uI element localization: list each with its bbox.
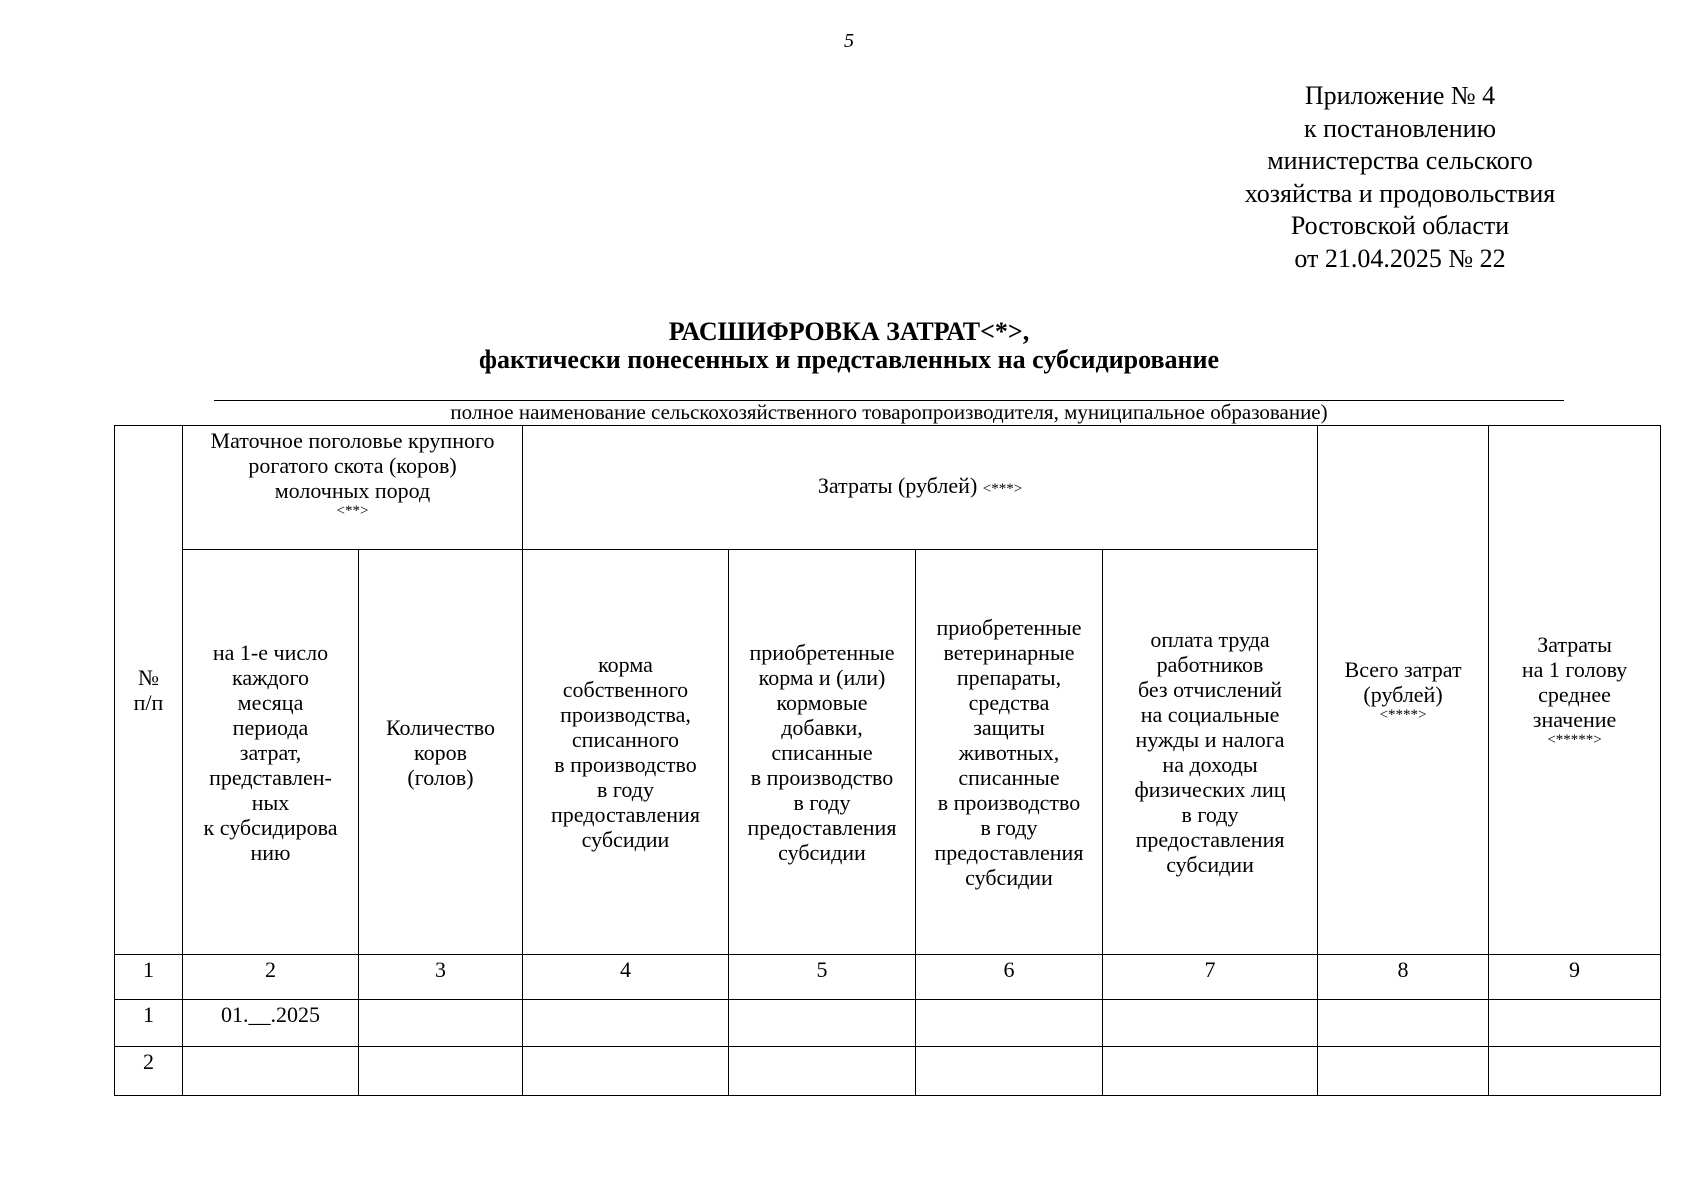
column-number: 8 — [1318, 955, 1489, 1000]
header-col-no: № п/п — [115, 426, 183, 955]
appendix-line: Ростовской области — [1290, 211, 1510, 240]
table-cell — [916, 1047, 1103, 1096]
title-line-1: РАСШИФРОВКА ЗАТРАТ<*>, — [668, 317, 1030, 346]
header-col-3: Количество коров (голов) — [359, 550, 523, 955]
table-cell: 01.__.2025 — [183, 1000, 359, 1047]
column-number: 9 — [1489, 955, 1661, 1000]
footnote-ref: <****> — [1379, 707, 1427, 723]
document-title — [0, 318, 1698, 374]
producer-name-caption: полное наименование сельскохозяйственного товаропроизводителя, муниципальное образование) — [450, 400, 1328, 424]
appendix-block — [1200, 80, 1600, 275]
table-cell — [1103, 1047, 1318, 1096]
header-col-2: на 1-е число каждого месяца периода затрат, представлен- ных к субсидирова нию — [183, 550, 359, 955]
header-col-6: приобретенные ветеринарные препараты, средства защиты животных, списанные в производство в году предоставления субсидии — [916, 550, 1103, 955]
header-col-4: корма собственного производства, списанного в производство в году предоставления субсидии — [523, 550, 729, 955]
table-cell — [1103, 1000, 1318, 1047]
appendix-line: от 21.04.2025 № 22 — [1294, 243, 1506, 273]
table-cell — [1318, 1000, 1489, 1047]
appendix-line: Приложение № 4 — [1304, 81, 1496, 110]
header-col-7: оплата труда работников без отчислений на социальные нужды и налога на доходы физических лиц в году предоставления субсидии — [1103, 550, 1318, 955]
table-cell — [1489, 1000, 1661, 1047]
column-number: 4 — [523, 955, 729, 1000]
table-cell: 2 — [115, 1047, 183, 1096]
table-cell — [1489, 1047, 1661, 1096]
table-cell — [523, 1047, 729, 1096]
header-group-costs — [523, 426, 1318, 550]
column-number: 2 — [183, 955, 359, 1000]
header-group-livestock-label: Маточное поголовье крупного рогатого скота (коров) молочных пород — [210, 428, 495, 503]
column-numbers-row — [115, 955, 1661, 1000]
table-cell — [916, 1000, 1103, 1047]
header-col-9 — [1489, 426, 1661, 955]
header-col-9-label: Затраты на 1 голову среднее значение — [1521, 632, 1628, 732]
header-group-costs-label: Затраты (рублей) — [817, 473, 978, 498]
appendix-line: хозяйства и продовольствия — [1244, 178, 1556, 208]
table-cell — [359, 1047, 523, 1096]
column-number: 6 — [916, 955, 1103, 1000]
header-row-groups — [115, 426, 1661, 550]
table-row — [115, 1047, 1661, 1096]
table-cell — [1318, 1047, 1489, 1096]
header-col-8-label: Всего затрат (рублей) — [1344, 657, 1462, 707]
page-number: 5 — [844, 30, 854, 52]
header-group-livestock — [183, 426, 523, 550]
column-number: 1 — [115, 955, 183, 1000]
costs-table — [114, 425, 1661, 1096]
table-row — [115, 1000, 1661, 1047]
table-cell — [523, 1000, 729, 1047]
column-number: 7 — [1103, 955, 1318, 1000]
table-cell — [359, 1000, 523, 1047]
table-cell — [729, 1000, 916, 1047]
footnote-ref: <**> — [336, 503, 369, 519]
table-cell — [183, 1047, 359, 1096]
footnote-ref: <*****> — [1547, 732, 1602, 748]
footnote-ref: <***> — [982, 481, 1023, 497]
appendix-line: министерства сельского — [1267, 146, 1533, 175]
appendix-line: к постановлению — [1303, 113, 1497, 143]
header-col-8 — [1318, 426, 1489, 955]
header-col-5: приобретенные корма и (или) кормовые добавки, списанные в производство в году предоставления субсидии — [729, 550, 916, 955]
title-line-2: фактически понесенных и представленных на субсидирование — [478, 345, 1220, 374]
column-number: 5 — [729, 955, 916, 1000]
table-cell — [729, 1047, 916, 1096]
table-cell: 1 — [115, 1000, 183, 1047]
column-number: 3 — [359, 955, 523, 1000]
